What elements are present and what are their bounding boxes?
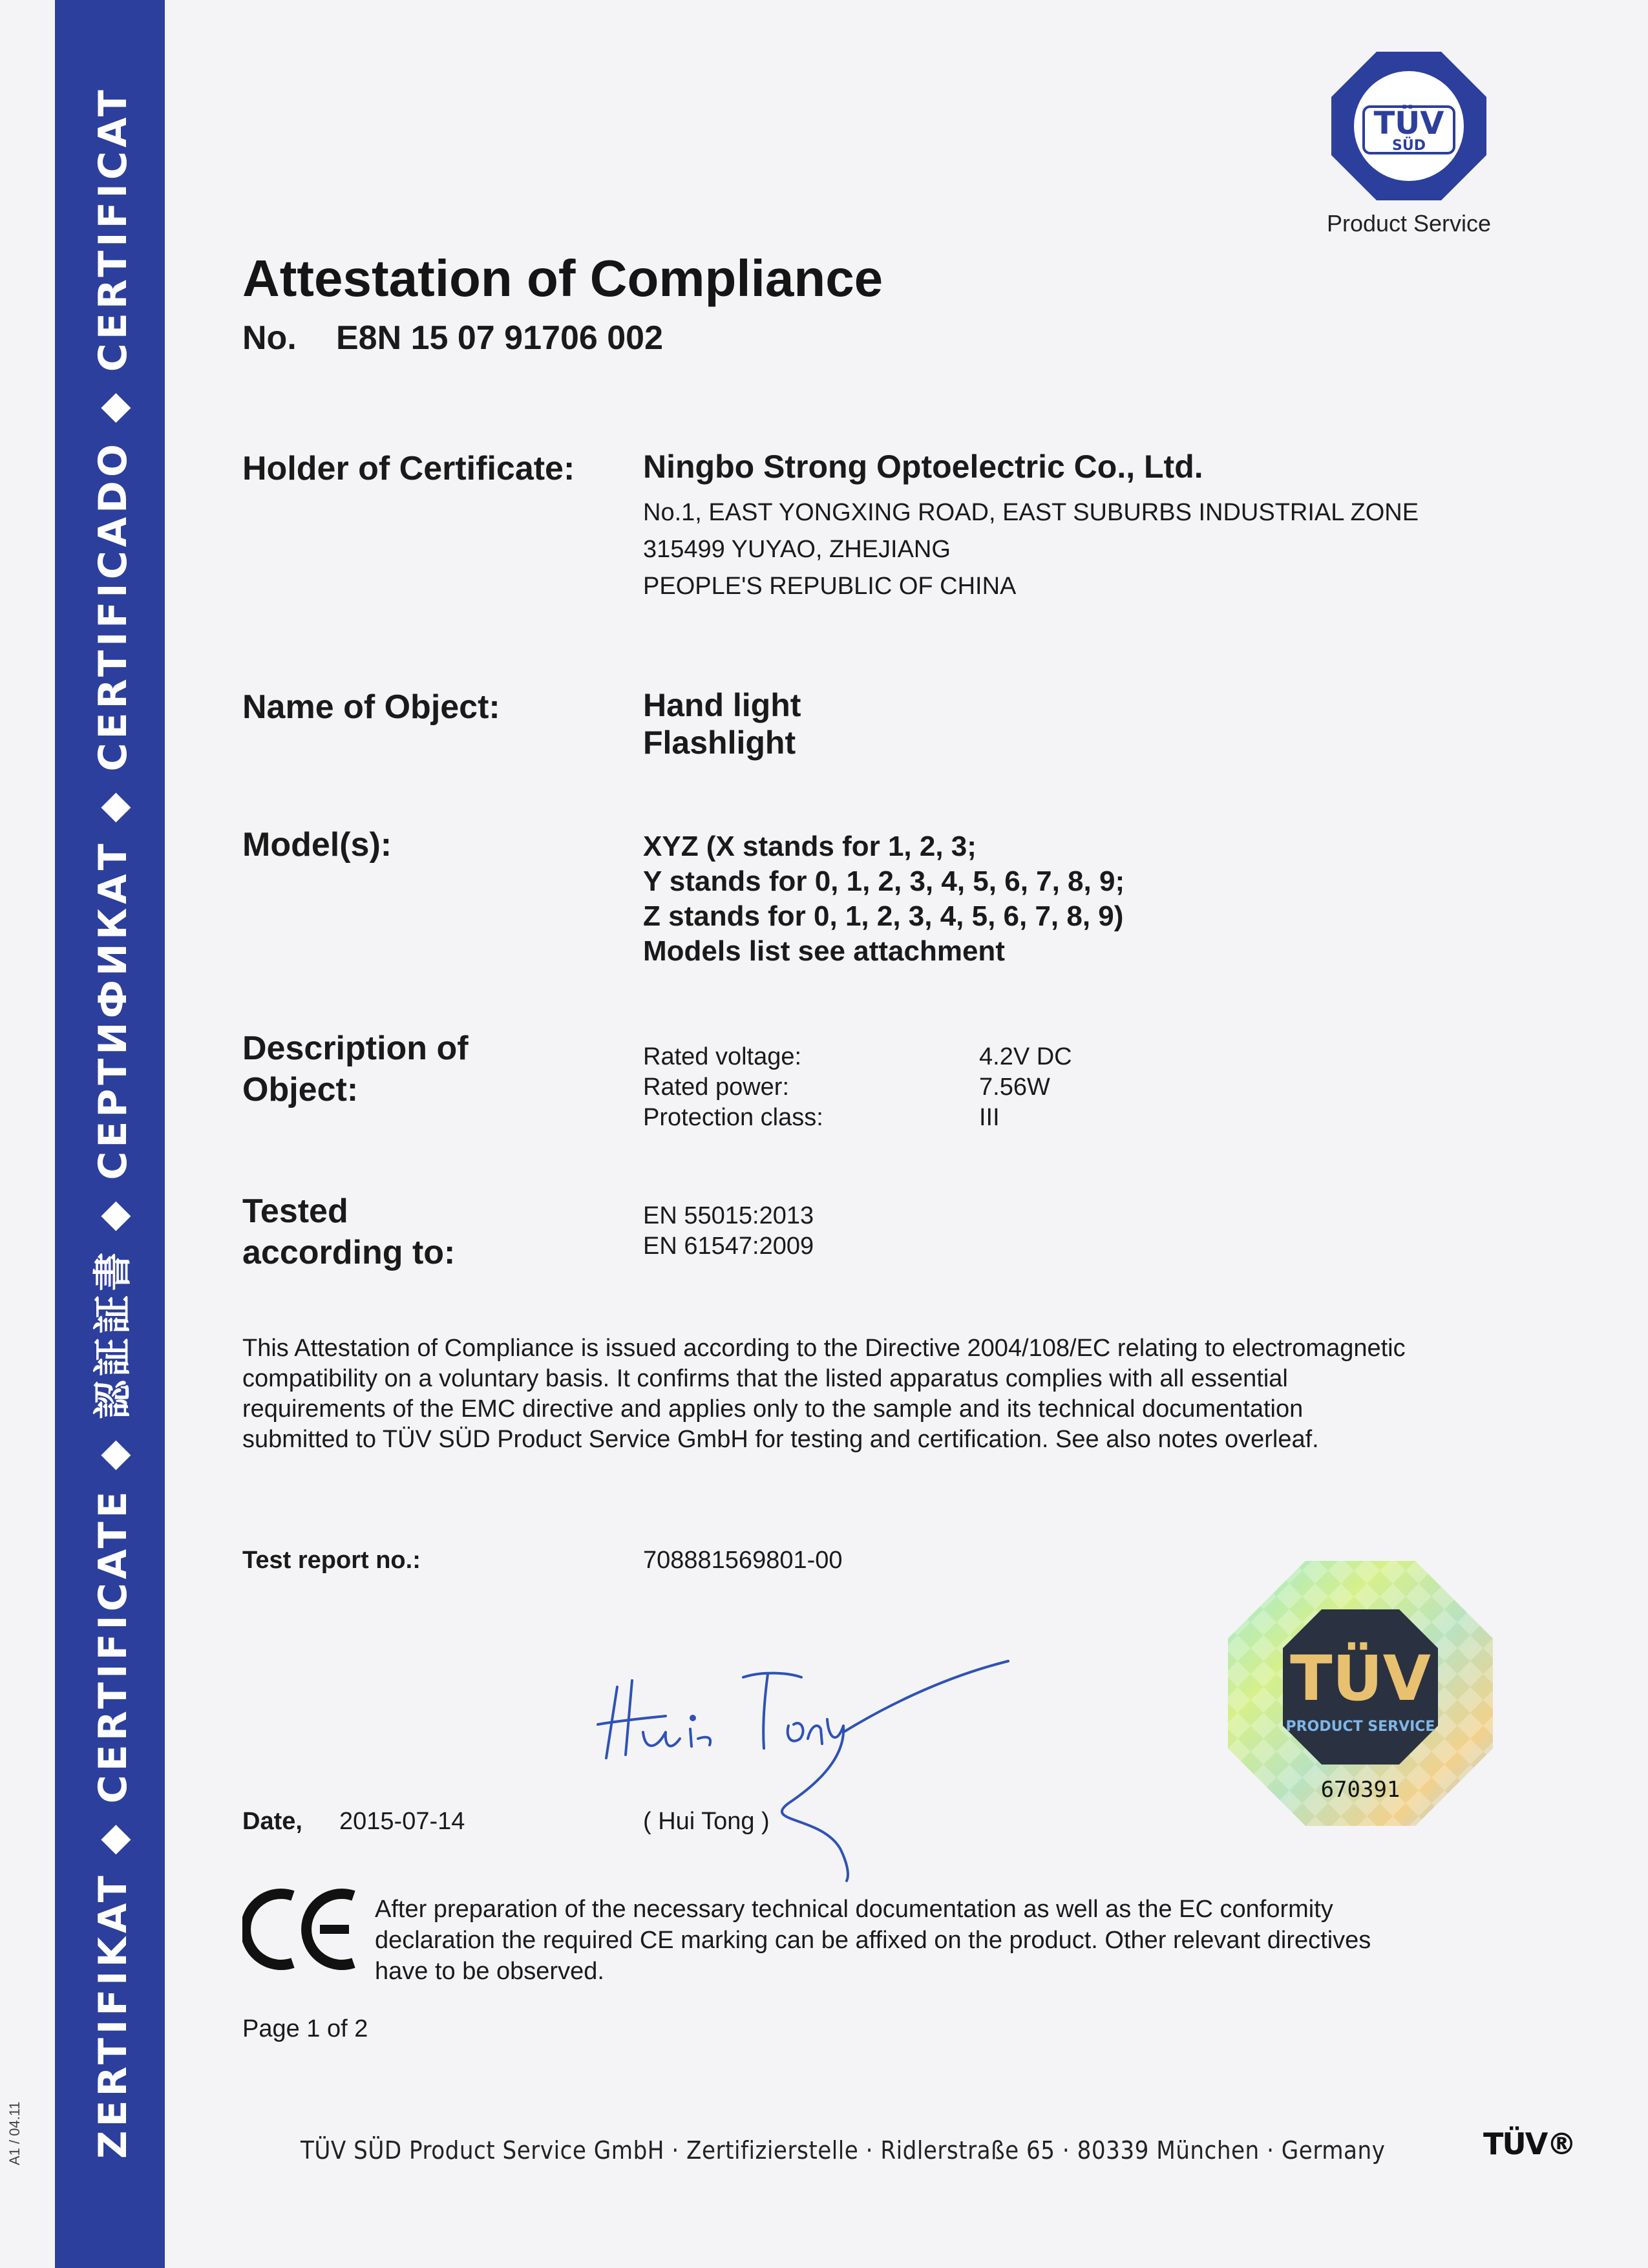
test-report-label: Test report no.: xyxy=(242,1547,421,1574)
standard: EN 55015:2013 xyxy=(643,1202,814,1229)
standard: EN 61547:2009 xyxy=(643,1233,814,1260)
description-row xyxy=(643,1103,1072,1133)
form-version xyxy=(6,2081,45,2165)
tested-label xyxy=(242,1191,455,1273)
logo-sub: SÜD xyxy=(1392,138,1426,154)
tuv-octagon-icon xyxy=(1328,48,1490,204)
certificate-no-label: No. xyxy=(242,319,297,357)
footer-logo: TÜV® xyxy=(1483,2126,1576,2161)
description-label-line: Description of xyxy=(242,1030,469,1067)
hologram-sub: PRODUCT SERVICE xyxy=(1285,1719,1435,1735)
logo-caption: Product Service xyxy=(1326,210,1492,237)
tuv-logo xyxy=(1328,48,1490,204)
holder-label: Holder of Certificate: xyxy=(242,450,575,487)
logo-mark: TÜV xyxy=(1373,105,1444,142)
address-line: 315499 YUYAO, ZHEJIANG xyxy=(643,536,951,563)
form-version-text: A1 / 04.11 xyxy=(6,2101,23,2165)
holder-address xyxy=(643,498,1483,608)
test-report-value: 708881569801-00 xyxy=(643,1547,843,1574)
date-label: Date, xyxy=(242,1808,302,1835)
description-key: Rated power: xyxy=(643,1074,790,1101)
page-title: Attestation of Compliance xyxy=(242,249,883,307)
hologram-mark: TÜV xyxy=(1290,1642,1431,1715)
description-label-line: Object: xyxy=(242,1071,359,1108)
signature-icon xyxy=(595,1642,1015,1887)
tested-standards xyxy=(643,1201,814,1262)
model-line: XYZ (X stands for 1, 2, 3; xyxy=(643,831,977,862)
certificate-no-value: E8N 15 07 91706 002 xyxy=(336,319,663,357)
tested-label-line: according to: xyxy=(242,1234,456,1271)
model-line: Z stands for 0, 1, 2, 3, 4, 5, 6, 7, 8, 9) xyxy=(643,900,1124,932)
description-row xyxy=(643,1072,1072,1103)
models-label: Model(s): xyxy=(242,826,392,864)
description-table xyxy=(643,1042,1072,1133)
side-band xyxy=(55,0,165,2268)
models-values xyxy=(643,829,1125,969)
tested-label-line: Tested xyxy=(242,1192,348,1230)
signer-name: ( Hui Tong ) xyxy=(643,1808,770,1835)
object-value: Hand light xyxy=(643,687,801,723)
page-number: Page 1 of 2 xyxy=(242,2015,368,2042)
object-label: Name of Object: xyxy=(242,688,500,726)
side-band-text: ZERTIFIKAT ◆ CERTIFICATE ◆ 認証証書 ◆ СЕРТИФИКАТ ◆ CERTIFICADO ◆ CERTIFICAT xyxy=(90,86,136,2159)
model-line: Y stands for 0, 1, 2, 3, 4, 5, 6, 7, 8, 9; xyxy=(643,865,1125,897)
address-line: No.1, EAST YONGXING ROAD, EAST SUBURBS INDUSTRIAL ZONE xyxy=(643,499,1419,526)
handwritten-signature xyxy=(595,1642,1015,1887)
hologram-serial: 670391 xyxy=(1320,1777,1400,1803)
address-line: PEOPLE'S REPUBLIC OF CHINA xyxy=(643,573,1017,600)
description-value: III xyxy=(979,1104,1000,1131)
date-value: 2015-07-14 xyxy=(339,1808,465,1835)
description-label xyxy=(242,1028,469,1110)
holder-name: Ningbo Strong Optoelectric Co., Ltd. xyxy=(643,449,1203,485)
ce-text: After preparation of the necessary technical documentation as well as the EC conformity declaration the required CE marking can be affixed on the product. Other relevant directives have to be observed. xyxy=(375,1896,1371,1985)
object-values xyxy=(643,686,801,761)
description-value: 7.56W xyxy=(979,1074,1050,1101)
hologram-seal xyxy=(1225,1558,1496,1829)
attestation-paragraph: This Attestation of Compliance is issued according to the Directive 2004/108/EC relating to electromagnetic compatibility on a voluntary basis. It confirms that the listed apparatus complies with all essential requirements of the EMC directive and applies only to the sample and its technical documentation submitted to TÜV SÜD Product Service GmbH for testing and certification. See also notes overleaf. xyxy=(242,1335,1406,1453)
hologram-icon xyxy=(1225,1558,1496,1829)
description-value: 4.2V DC xyxy=(979,1043,1072,1070)
model-line: Models list see attachment xyxy=(643,935,1005,967)
ce-mark xyxy=(242,1884,362,1975)
ce-icon xyxy=(242,1884,362,1975)
description-key: Rated voltage: xyxy=(643,1043,802,1070)
footer-address: TÜV SÜD Product Service GmbH · Zertifizierstelle · Ridlerstraße 65 · 80339 München · Germany xyxy=(301,2136,1386,2165)
object-value: Flashlight xyxy=(643,725,796,761)
description-row xyxy=(643,1042,1072,1072)
description-key: Protection class: xyxy=(643,1104,823,1131)
